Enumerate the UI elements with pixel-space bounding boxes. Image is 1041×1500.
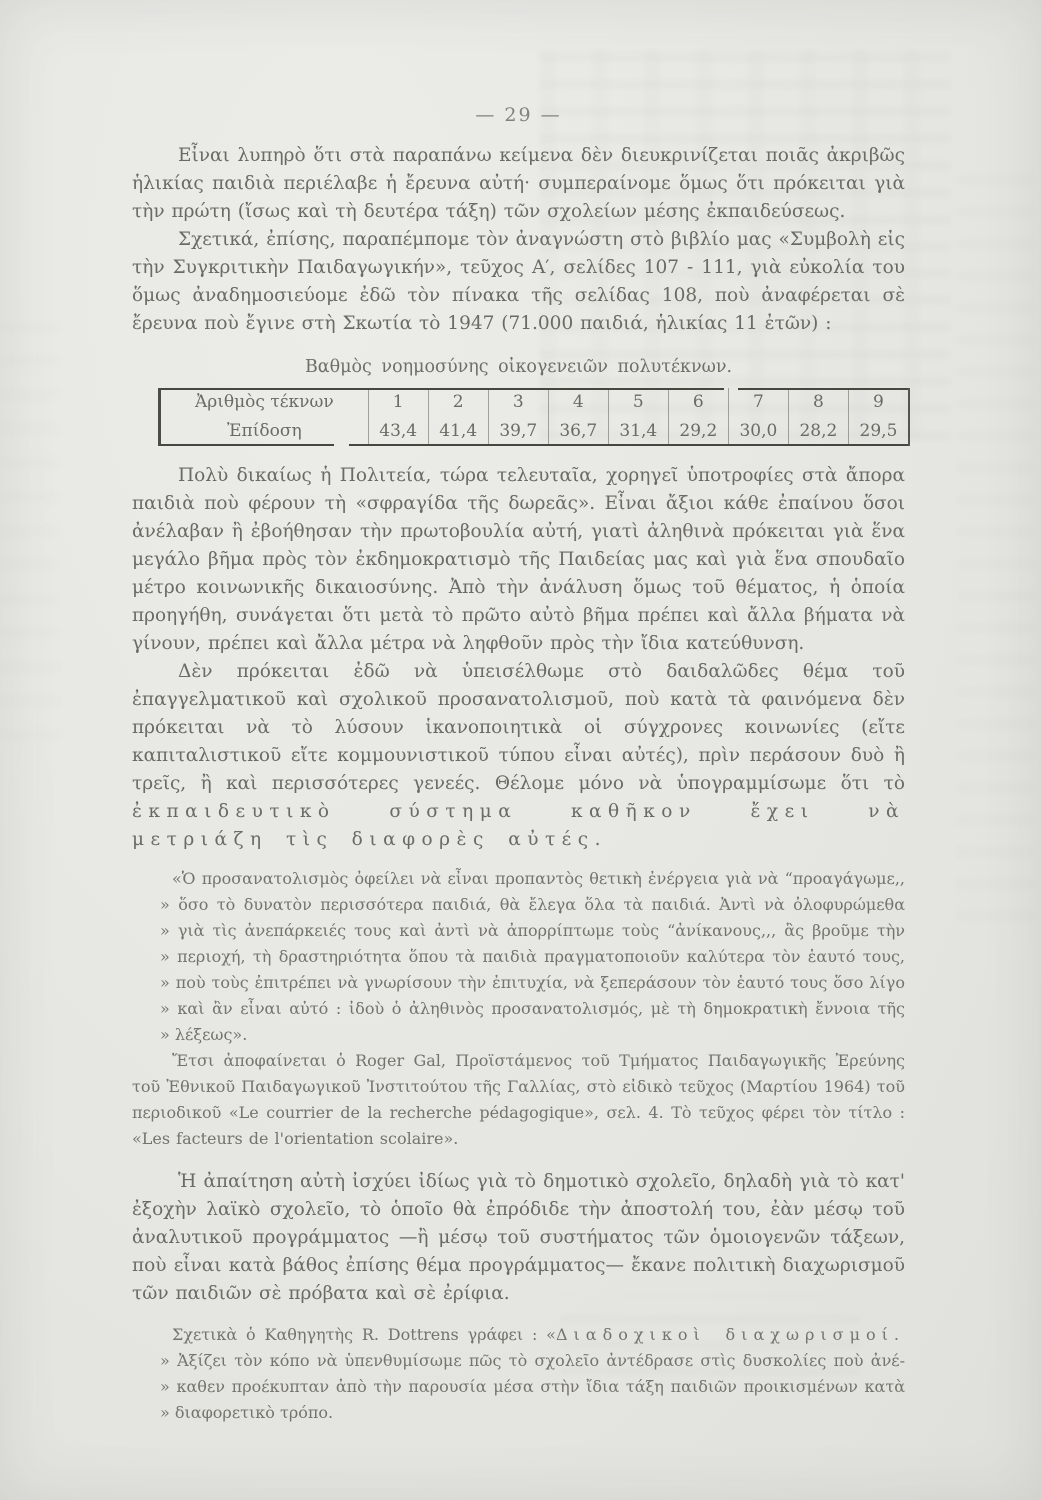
citation-roger-gal: Ἔτσι ἀποφαίνεται ὁ Roger Gal, Προϊστάμενος τοῦ Τμήματος Παιδαγωγικῆς Ἐρεύνης τοῦ Ἐθνικοῦ Παιδαγωγικοῦ Ἰνστιτούτου τῆς Γαλλίας, στὸ εἰδικὸ τεῦχος (Μαρτίου 1964) τοῦ περιοδικοῦ «Le courrier de la recherche pédagogique», σελ. 4. Τὸ τεῦχος φέρει τὸν τίτλο : «Les facteurs de l'orientation scolaire».	[132, 1051, 905, 1148]
col-8: 8	[788, 388, 848, 417]
row-header-children: Ἀριθμὸς τέκνων	[194, 392, 334, 412]
intelligence-table	[158, 388, 910, 446]
val-5: 31,4	[608, 417, 668, 446]
quote-line: » γιὰ τὶς ἀνεπάρκειές τους καὶ ἀντὶ νὰ ἀπορρίπτωμε τοὺς “ἀνίκανους,,, ἂς βροῦμε τὴν	[160, 921, 905, 940]
val-8: 28,2	[788, 417, 848, 446]
quote-line: » ποὺ τοὺς ἐπιτρέπει νὰ γνωρίσουν τὴν ἐπιτυχία, νὰ ξεπεράσουν τὸν ἑαυτό τους ὅσο λίγο	[160, 973, 905, 992]
paragraph-survey-age: Εἶναι λυπηρὸ ὅτι στὰ παραπάνω κείμενα δὲν διευκρινίζεται ποιᾶς ἀκριβῶς ἡλικίας παιδιὰ περιέλαβε ἡ ἔρευνα αὐτή· συμπεραίνομε ὅμως ὅτι πρόκειται γιὰ τὴν πρώτη (ἴσως καὶ τὴ δευτέρα τάξη) τῶν σχολείων μέσης ἐκπαιδεύσεως.	[132, 145, 905, 222]
quote-line: » διαφορετικὸ τρόπο.	[160, 1403, 334, 1422]
val-6: 29,2	[668, 417, 728, 446]
paragraph-orientation	[132, 658, 905, 854]
table-top-rule-right	[738, 388, 908, 390]
row-header-score: Ἐπίδοση	[227, 421, 302, 441]
table-row	[161, 417, 908, 446]
table-row	[161, 388, 908, 417]
table-bottom-rule-left	[161, 444, 334, 446]
col-6: 6	[668, 388, 728, 417]
quote-line: » καθεν προέκυπταν ἀπὸ τὴν παρουσία μέσα στὴν ἴδια τάξη παιδιῶν προικισμένων κατὰ	[160, 1377, 905, 1396]
val-1: 43,4	[368, 417, 428, 446]
paragraph-orientation-normal: Δὲν πρόκειται ἐδῶ νὰ ὑπεισέλθωμε στὸ δαιδαλῶδες θέμα τοῦ ἐπαγγελματικοῦ καὶ σχολικοῦ προσανατολισμοῦ, ποὺ κατὰ τὰ φαινόμενα δὲν πρόκειται νὰ τὸ λύσουν ἱκανοποιητικὰ οἱ σύγχρονες κοινωνίες (εἴτε καπιταλιστικοῦ εἴτε κομμουνιστικοῦ τύπου εἶναι αὐτές), πρὶν περάσουν δυὸ ἢ τρεῖς, ἢ καὶ περισσότερες γενεές. Θέλομε μόνο νὰ ὑπογραμμίσωμε ὅτι τὸ	[132, 661, 905, 794]
col-4: 4	[548, 388, 608, 417]
val-3: 39,7	[488, 417, 548, 446]
quote-spaced: Διαδοχικοὶ διαχωρισμοί.	[555, 1325, 905, 1344]
quote-intro: Σχετικὰ ὁ Καθηγητὴς R. Dottrens γράφει : «	[172, 1325, 556, 1344]
paragraph-primary-school: Ἡ ἀπαίτηση αὐτὴ ἰσχύει ἰδίως γιὰ τὸ δημοτικὸ σχολεῖο, δηλαδὴ γιὰ τὸ κατ' ἐξοχὴν λαϊκὸ σχολεῖο, τὸ ὁποῖο θὰ ἐπρόδιδε τὴν ἀποστολή του, ἐὰν μέσῳ τοῦ ἀναλυτικοῦ προγράμματος —ἢ μέσῳ τοῦ συστήματος τῶν ὁμοιογενῶν τάξεων, ποὺ εἶναι κατὰ βάθος ἐπίσης θέμα προγράμματος— ἔκανε πολιτικὴ διαχωρισμοῦ τῶν παιδιῶν σὲ πρόβατα καὶ σὲ ἐρίφια.	[132, 1171, 905, 1304]
table-caption: Βαθμὸς νοημοσύνης οἰκογενειῶν πολυτέκνων.	[304, 357, 733, 377]
quote-line: «Ὁ προσανατολισμὸς ὀφείλει νὰ εἶναι προπαντὸς θετικὴ ἐνέργεια γιὰ νὰ “προαγάγωμε,,	[172, 869, 905, 888]
quote-block-gal	[160, 866, 905, 1048]
table-bottom-rule-right	[349, 444, 908, 446]
quote-line: » λέξεως».	[160, 1025, 248, 1044]
quote-line	[160, 1322, 905, 1348]
quote-line: » καὶ ἂν εἶναι αὐτό : ἰδοὺ ὁ ἀληθινὸς προσανατολισμός, μὲ τὴ δημοκρατικὴ ἔννοια τῆς	[160, 999, 905, 1018]
val-9: 29,5	[848, 417, 908, 446]
col-1: 1	[368, 388, 428, 417]
page-number: — 29 —	[475, 104, 562, 126]
paragraph-orientation-spaced: ἐκπαιδευτικὸ σύστημα καθῆκον ἔχει νὰ μετριάζη τὶς διαφορὲς αὐτές.	[132, 801, 905, 850]
paragraph-book-reference: Σχετικά, ἐπίσης, παραπέμπομε τὸν ἀναγνώστη στὸ βιβλίο μας «Συμβολὴ εἰς τὴν Συγκριτικὴν Παιδαγωγικήν», τεῦχος Α′, σελίδες 107 - 111, γιὰ εὐκολία του ὅμως ἀναδημοσιεύομε ἐδῶ τὸν πίνακα τῆς σελίδας 108, ποὺ ἀναφέρεται σὲ ἔρευνα ποὺ ἔγινε στὴ Σκωτία τὸ 1947 (71.000 παιδιά, ἡλικίας 11 ἐτῶν) :	[132, 229, 905, 334]
col-5: 5	[608, 388, 668, 417]
val-4: 36,7	[548, 417, 608, 446]
val-2: 41,4	[428, 417, 488, 446]
quote-block-dottrens	[160, 1322, 905, 1426]
paragraph-scholarships: Πολὺ δικαίως ἡ Πολιτεία, τώρα τελευταῖα, χορηγεῖ ὑποτροφίες στὰ ἄπορα παιδιὰ ποὺ φέρουν τὴ «σφραγίδα τῆς δωρεᾶς». Εἶναι ἄξιοι κάθε ἐπαίνου ὅσοι ἀνέλαβαν ἢ ἐβοήθησαν τὴν πρωτοβουλία αὐτή, γιατὶ ἀληθινὰ πρόκειται γιὰ ἕνα μεγάλο βῆμα πρὸς τὸν ἐκδημοκρατισμὸ τῆς Παιδείας μας καὶ γιὰ ἕνα σπουδαῖο μέτρο κοινωνικῆς δικαιοσύνης. Ἀπὸ τὴν ἀνάλυση ὅμως τοῦ θέματος, ἡ ὁποία προηγήθη, συνάγεται ὅτι μετὰ τὸ πρῶτο αὐτὸ βῆμα πρέπει καὶ ἄλλα βήματα νὰ γίνουν, πρέπει καὶ ἄλλα μέτρα νὰ ληφθοῦν πρὸς τὴν ἴδια κατεύθυνση.	[132, 465, 905, 654]
quote-line: » ὅσο τὸ δυνατὸν περισσότερα παιδιά, θὰ ἔλεγα ὅλα τὰ παιδιά. Ἀντὶ νὰ ὀλοφυρώμεθα	[160, 895, 905, 914]
col-7: 7	[728, 388, 788, 417]
table-top-rule-left	[161, 388, 724, 390]
col-2: 2	[428, 388, 488, 417]
quote-line: » περιοχή, τὴ δραστηριότητα ὅπου τὰ παιδιὰ πραγματοποιοῦν καλύτερα τὸν ἑαυτό τους,	[160, 947, 905, 966]
quote-line: » Ἀξίζει τὸν κόπο νὰ ὑπενθυμίσωμε πῶς τὸ σχολεῖο ἀντέδρασε στὶς δυσκολίες ποὺ ἀνέ-	[160, 1351, 905, 1370]
val-7: 30,0	[728, 417, 788, 446]
col-3: 3	[488, 388, 548, 417]
col-9: 9	[848, 388, 908, 417]
